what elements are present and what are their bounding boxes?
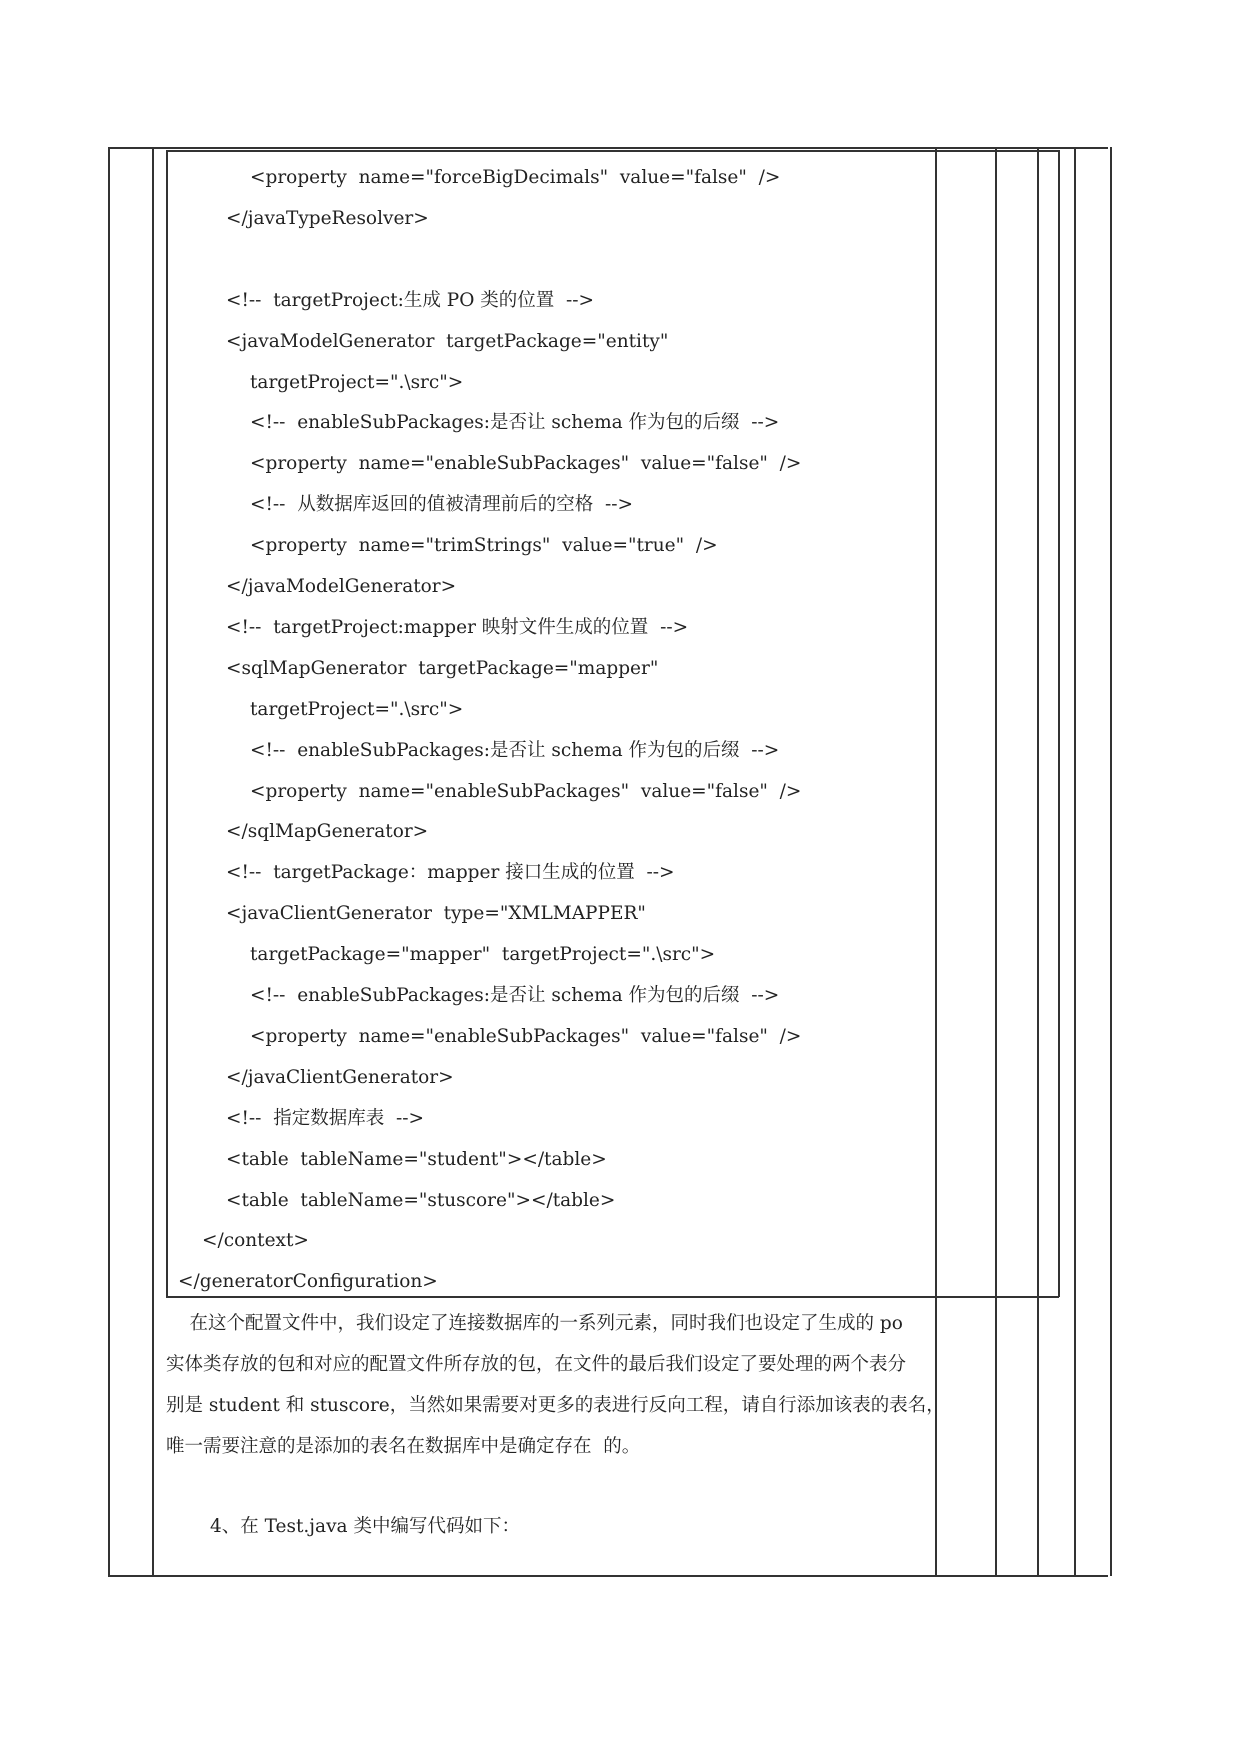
paragraph-line: 唯一需要注意的是添加的表名在数据库中是确定存在 的。 <box>166 1436 641 1457</box>
code-line: <!-- targetPackage：mapper 接口生成的位置 --> <box>226 862 675 884</box>
table-left-border <box>108 147 110 1576</box>
code-line: <!-- targetProject:生成 PO 类的位置 --> <box>226 289 595 311</box>
code-line: <property name="forceBigDecimals" value="false" /> <box>250 167 781 188</box>
code-line: targetProject=".\src"> <box>250 371 464 393</box>
column-divider-3 <box>995 147 997 1576</box>
code-box-left <box>166 150 168 1297</box>
code-line: targetPackage="mapper" targetProject=".\src"> <box>250 944 716 966</box>
code-box-top <box>166 150 1059 152</box>
code-line: <!-- enableSubPackages:是否让 schema 作为包的后缀 --> <box>250 412 780 434</box>
code-line: </generatorConfiguration> <box>178 1271 438 1293</box>
code-line: </javaModelGenerator> <box>226 576 457 597</box>
code-line: <javaModelGenerator targetPackage="entity" <box>226 330 669 352</box>
paragraph-line: 别是 student 和 stuscore，当然如果需要对更多的表进行反向工程，请自行添加该表的表名， <box>166 1395 945 1416</box>
code-line: </javaTypeResolver> <box>226 207 429 229</box>
column-divider-1 <box>152 147 154 1576</box>
code-line: <table tableName="stuscore"></table> <box>226 1189 616 1211</box>
code-line: <property name="enableSubPackages" value="false" /> <box>250 1025 802 1047</box>
code-box-right <box>1058 150 1060 1297</box>
code-line: <property name="enableSubPackages" value="false" /> <box>250 453 802 475</box>
code-box-bottom <box>166 1296 1059 1298</box>
column-divider-4 <box>1037 147 1039 1576</box>
code-line: <table tableName="student"></table> <box>226 1148 607 1170</box>
code-line: <property name="trimStrings" value="true" /> <box>250 535 718 557</box>
code-line: </context> <box>202 1230 309 1252</box>
paragraph-line: 实体类存放的包和对应的配置文件所存放的包，在文件的最后我们设定了要处理的两个表分 <box>166 1354 907 1375</box>
code-line: <!-- enableSubPackages:是否让 schema 作为包的后缀 --> <box>250 739 780 761</box>
code-line: <javaClientGenerator type="XMLMAPPER" <box>226 903 646 925</box>
code-line: <property name="enableSubPackages" value="false" /> <box>250 780 802 802</box>
code-line: <!-- 从数据库返回的值被清理前后的空格 --> <box>250 494 633 516</box>
code-line: <!-- targetProject:mapper 映射文件生成的位置 --> <box>226 616 689 638</box>
table-right-border <box>1110 147 1112 1576</box>
code-line: </sqlMapGenerator> <box>226 821 429 843</box>
column-divider-5 <box>1074 147 1076 1576</box>
code-line: <!-- enableSubPackages:是否让 schema 作为包的后缀 --> <box>250 985 780 1006</box>
code-line: <sqlMapGenerator targetPackage="mapper" <box>226 657 659 679</box>
table-bottom-border <box>108 1575 1108 1577</box>
code-line: </javaClientGenerator> <box>226 1066 454 1088</box>
table-top-border <box>108 147 1108 149</box>
code-line: <!-- 指定数据库表 --> <box>226 1107 424 1129</box>
column-divider-2 <box>935 147 937 1576</box>
paragraph-line: 在这个配置文件中，我们设定了连接数据库的一系列元素，同时我们也设定了生成的 po <box>166 1313 903 1334</box>
step-heading: 4、在 Test.java 类中编写代码如下： <box>210 1516 520 1537</box>
code-line: targetProject=".\src"> <box>250 698 464 720</box>
